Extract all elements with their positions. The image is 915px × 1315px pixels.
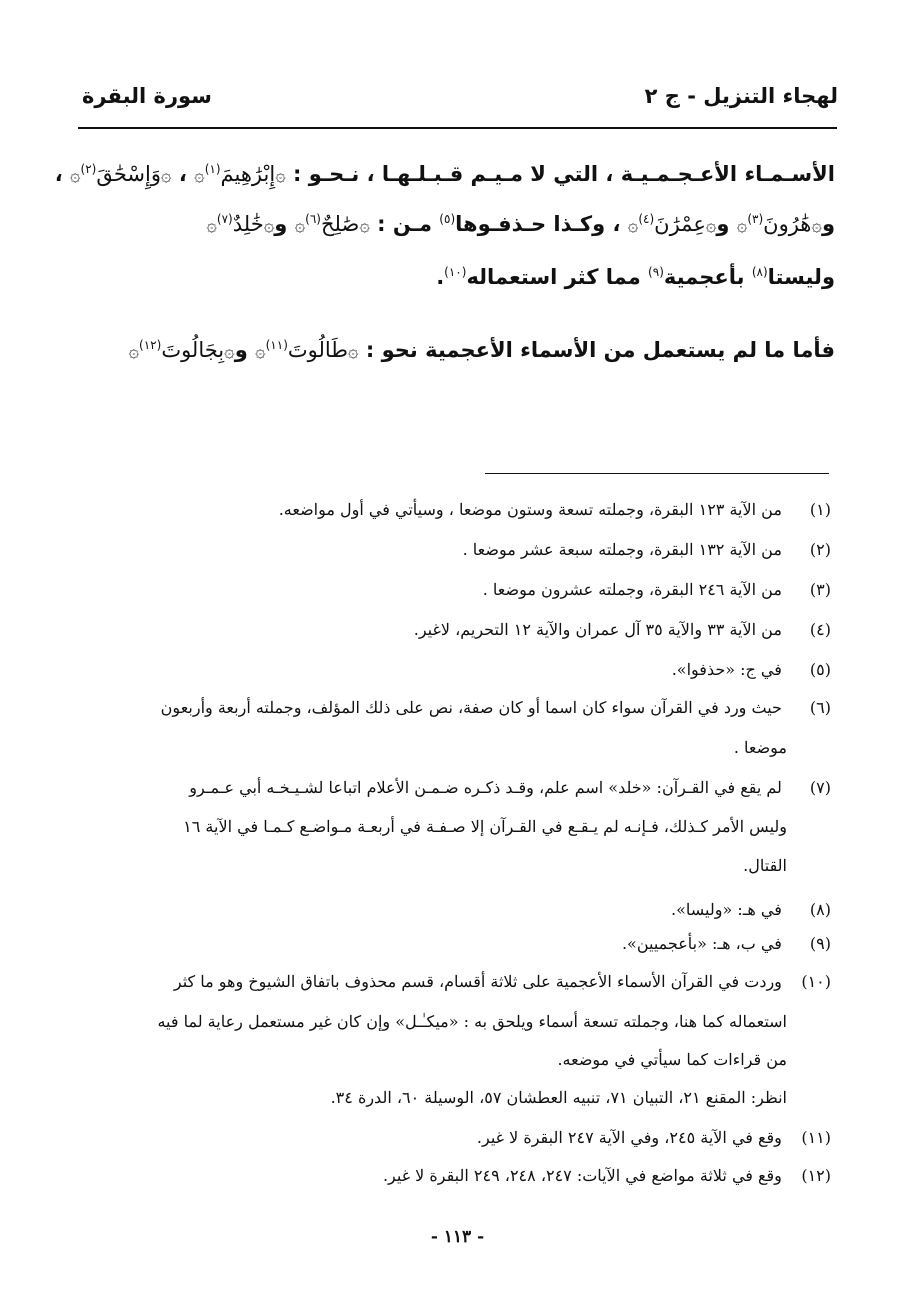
footnote-number: (٣) <box>809 580 831 599</box>
quran-ornament-icon: ۞ <box>275 165 286 186</box>
quran-word: بِجَالُوتَ <box>161 338 225 362</box>
quran-ornament-icon: ۞ <box>348 341 359 362</box>
footnote-divider <box>485 473 829 474</box>
footnote-ref: (١٠) <box>444 265 467 279</box>
footnote-ref: (٢) <box>80 162 97 176</box>
footnote-number: (٩) <box>809 934 831 953</box>
footnote-number: (١) <box>809 500 831 519</box>
footnote-text: في ج: «حذفوا». <box>671 660 782 679</box>
footnote-10-continuation: استعماله كما هنا، وجملته تسعة أسماء ويلحق به : «ميكـٰـل» وإن كان غير مستعمل رعاية لما فيه <box>157 1012 787 1031</box>
footnote-ref: (٩) <box>648 265 664 279</box>
footnote-8 <box>82 900 831 919</box>
quran-ornament-icon: ۞ <box>206 215 217 236</box>
quran-word: إِبْرَٰهِيمَ <box>220 162 276 186</box>
footnote-6 <box>82 698 831 717</box>
main-text-line-4 <box>80 338 835 362</box>
footnote-4 <box>82 620 831 639</box>
quran-ornament-icon: ۞ <box>705 215 717 236</box>
main-text-line-1 <box>54 162 835 186</box>
main-text-line-3 <box>80 265 835 289</box>
footnote-number: (١٢) <box>801 1166 831 1185</box>
main-text: . <box>436 265 445 289</box>
main-text: ، وكـذا حـذفـوها <box>455 212 628 236</box>
quran-word: عِمْرَٰنَ <box>654 212 706 236</box>
footnote-11 <box>82 1128 831 1147</box>
main-text: و <box>274 212 295 236</box>
quran-ornament-icon: ۞ <box>69 165 81 186</box>
footnote-ref: (٥) <box>439 212 456 226</box>
footnote-10-references: انظر: المقنع ٢١، التبيان ٧١، تنبيه العطشان ٥٧، الوسيلة ٦٠، الدرة ٣٤. <box>330 1088 787 1107</box>
main-text: ، <box>54 162 70 186</box>
footnote-ref: (٧) <box>216 212 233 226</box>
footnote-number: (٤) <box>809 620 831 639</box>
footnote-text: في هـ: «وليسا». <box>670 900 782 919</box>
quran-ornament-icon: ۞ <box>736 215 748 236</box>
footnote-ref: (٤) <box>638 212 655 226</box>
quran-ornament-icon: ۞ <box>255 341 266 362</box>
footnote-text: وردت في القرآن الأسماء الأعجمية على ثلاثة أقسام، قسم محذوف باتفاق الشيوخ وهو ما كثر <box>173 972 782 991</box>
footnote-number: (٥) <box>809 660 831 679</box>
footnote-1 <box>82 500 831 519</box>
footnote-7-continuation: وليس الأمر كـذلك، فـإنـه لم يـقـع في القـرآن إلا صـفـة في أربعـة مـواضـع كـمـا في الآية ١٦ <box>183 817 787 836</box>
footnote-number: (١٠) <box>801 972 831 991</box>
quran-word: خَٰلِدٌ <box>232 212 264 236</box>
main-text: بأعجمية <box>663 265 752 289</box>
footnote-ref: (٣) <box>747 212 764 226</box>
footnote-number: (٨) <box>809 900 831 919</box>
header-divider <box>78 127 837 129</box>
footnote-number: (٦) <box>809 698 831 717</box>
footnote-ref: (٨) <box>751 265 768 279</box>
quran-ornament-icon: ۞ <box>263 215 275 236</box>
footnote-text: في ب، هـ: «بأعجميين». <box>621 934 782 953</box>
footnote-10-continuation: من قراءات كما سيأتي في موضعه. <box>557 1050 787 1069</box>
footnote-ref: (١٢) <box>139 338 162 352</box>
footnote-number: (١١) <box>801 1128 831 1147</box>
main-text: و <box>234 338 256 362</box>
quran-ornament-icon: ۞ <box>359 215 370 236</box>
footnote-text: من الآية ٣٣ والآية ٣٥ آل عمران والآية ١٢ التحريم، لاغير. <box>413 620 782 639</box>
quran-ornament-icon: ۞ <box>194 165 205 186</box>
footnote-10 <box>82 972 831 991</box>
quran-word: طَالُوتَ <box>287 338 349 362</box>
main-text-line-2 <box>80 212 835 236</box>
footnote-ref: (١١) <box>265 338 288 352</box>
main-text: الأسـمـاء الأعـجـمـيـة ، التي لا مـيـم قـبـلـهـا ، نـحـو : <box>285 162 835 186</box>
footnote-text: لم يقع في القـرآن: «خلد» اسم علم، وقـد ذكـره ضـمـن الأعلام اتباعا لشـيـخـه أبي عـمـرو <box>189 778 782 797</box>
quran-ornament-icon: ۞ <box>128 341 140 362</box>
footnote-5 <box>82 660 831 679</box>
running-header-book-title: لهجاء التنزيل - ج ٢ <box>644 84 838 108</box>
quran-ornament-icon: ۞ <box>294 215 306 236</box>
footnote-text: من الآية ٢٤٦ البقرة، وجملته عشرون موضعا . <box>482 580 782 599</box>
quran-word: صَٰلِحٌ <box>320 212 360 236</box>
footnote-7-continuation: القتال. <box>743 856 787 875</box>
footnote-9 <box>82 934 831 953</box>
quran-word: هَٰرُونَ <box>763 212 812 236</box>
main-text: وليستا <box>767 265 835 289</box>
footnote-ref: (٦) <box>305 212 321 226</box>
footnote-12 <box>82 1166 831 1185</box>
footnote-text: حيث ورد في القرآن سواء كان اسما أو كان صفة، نص على ذلك المؤلف، وجملته أربعة وأربعون <box>160 698 782 717</box>
footnote-number: (٧) <box>809 778 831 797</box>
footnote-7 <box>82 778 831 797</box>
footnote-ref: (١) <box>204 162 221 176</box>
footnote-text: من الآية ١٣٢ البقرة، وجملته سبعة عشر موضعا . <box>462 540 782 559</box>
quran-ornament-icon: ۞ <box>224 341 235 362</box>
main-text: مما كثر استعماله <box>466 265 649 289</box>
main-text: و <box>716 212 737 236</box>
footnote-text: من الآية ١٢٣ البقرة، وجملته تسعة وستون موضعا ، وسيأتي في أول مواضعه. <box>278 500 782 519</box>
main-text: و <box>821 212 835 236</box>
main-text: ، <box>171 162 195 186</box>
main-text: فأما ما لم يستعمل من الأسماء الأعجمية نحو : <box>358 338 835 362</box>
footnote-6-continuation: موضعا . <box>733 738 787 757</box>
quran-ornament-icon: ۞ <box>161 165 172 186</box>
footnote-text: وقع في ثلاثة مواضع في الآيات: ٢٤٧، ٢٤٨، ٢٤٩ البقرة لا غير. <box>382 1166 782 1185</box>
footnote-3 <box>82 580 831 599</box>
quran-ornament-icon: ۞ <box>627 215 639 236</box>
quran-word: وَإِسْحَٰقَ <box>96 162 161 186</box>
main-text: مـن : <box>369 212 440 236</box>
quran-ornament-icon: ۞ <box>811 215 822 236</box>
running-header-surah-title: سورة البقرة <box>82 84 212 108</box>
page-number: - ١١٣ - <box>430 1227 485 1247</box>
footnote-number: (٢) <box>809 540 831 559</box>
footnote-text: وقع في الآية ٢٤٥، وفي الآية ٢٤٧ البقرة لا غير. <box>476 1128 782 1147</box>
footnote-2 <box>82 540 831 559</box>
